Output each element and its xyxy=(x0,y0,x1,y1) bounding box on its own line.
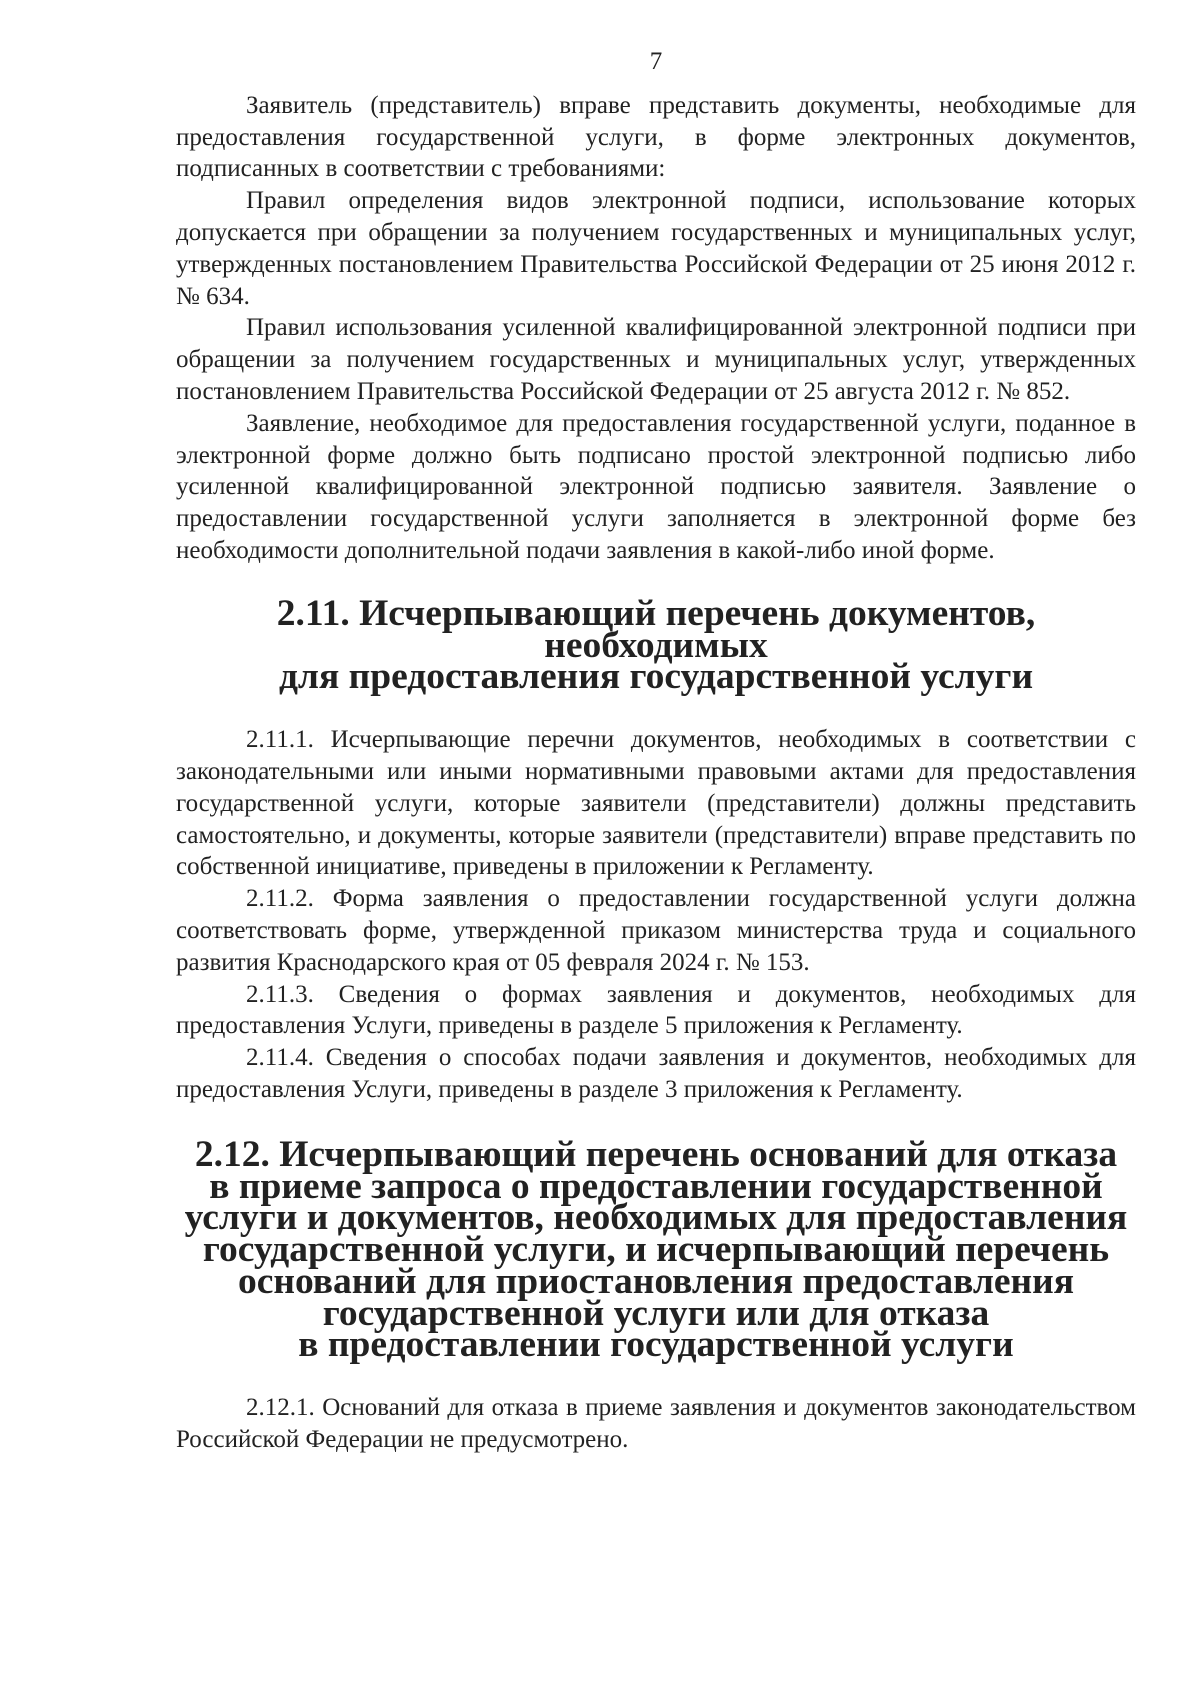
heading-line: для предоставления государственной услуги xyxy=(278,656,1034,698)
paragraph-2-11-1: 2.11.1. Исчерпывающие перечни документов, необходимых в соответствии с законодательными или иными нормативными правовыми актами для предоставления государственной услуги, которые заявители (представители) должны представить самостоятельно, и документы, которые заявители (представители) вправе представить по собственной инициативе, приведены в приложении к Регламенту. xyxy=(176,726,1136,881)
intro-paragraph-1: Заявитель (представитель) вправе представить документы, необходимые для предоставления государственной услуги, в форме электронных документов, подписанных в соответствии с требованиями: xyxy=(176,91,1136,183)
paragraph-2-11-4: 2.11.4. Сведения о способах подачи заявления и документов, необходимых для предоставления Услуги, приведены в разделе 3 приложения к Регламенту. xyxy=(176,1044,1136,1103)
intro-paragraph-4: Заявление, необходимое для предоставления государственной услуги, поданное в электронной форме должно быть подписано простой электронной подписью либо усиленной квалифицированной электронной подписью заявителя. Заявление о предоставлении государственной услуги заполняется в электронной форме без необходимости дополнительной подачи заявления в какой-либо иной форме. xyxy=(176,409,1136,564)
heading-line: в предоставлении государственной услуги xyxy=(298,1324,1014,1366)
section-2-11-heading xyxy=(176,592,1136,698)
page-number: 7 xyxy=(649,48,663,75)
intro-paragraph-3: Правил использования усиленной квалифицированной электронной подписи при обращении за получением государственных и муниципальных услуг, утвержденных постановлением Правительства Российской Федерации от 25 августа 2012 г. № 852. xyxy=(176,314,1136,405)
paragraph-2-12-1: 2.12.1. Оснований для отказа в приеме заявления и документов законодательством Российской Федерации не предусмотрено. xyxy=(176,1394,1136,1454)
paragraph-2-11-2: 2.11.2. Форма заявления о предоставлении государственной услуги должна соответствовать форме, утвержденной приказом министерства труда и социального развития Краснодарского края от 05 февраля 2024 г. № 153. xyxy=(176,885,1136,976)
paragraph-2-11-3: 2.11.3. Сведения о формах заявления и документов, необходимых для предоставления Услуги, приведены в разделе 5 приложения к Регламенту. xyxy=(176,980,1136,1040)
intro-paragraph-2: Правил определения видов электронной подписи, использование которых допускается при обращении за получением государственных и муниципальных услуг, утвержденных постановлением Правительства Российской Федерации от 25 июня 2012 г. № 634. xyxy=(176,187,1136,310)
heading-line: государственной услуги, и исчерпывающий перечень xyxy=(202,1229,1110,1271)
heading-line: услуги и документов, необходимых для предоставления xyxy=(184,1197,1128,1239)
heading-line: в приеме запроса о предоставлении государственной xyxy=(209,1165,1103,1207)
heading-line: 2.11. Исчерпывающий перечень документов, необходимых xyxy=(276,592,1036,666)
document-page xyxy=(176,46,1136,1456)
heading-line: государственной услуги или для отказа xyxy=(322,1292,990,1334)
section-2-12-heading xyxy=(176,1133,1136,1366)
heading-line: 2.12. Исчерпывающий перечень оснований для отказа xyxy=(194,1133,1118,1175)
heading-line: оснований для приостановления предоставления xyxy=(237,1260,1075,1302)
